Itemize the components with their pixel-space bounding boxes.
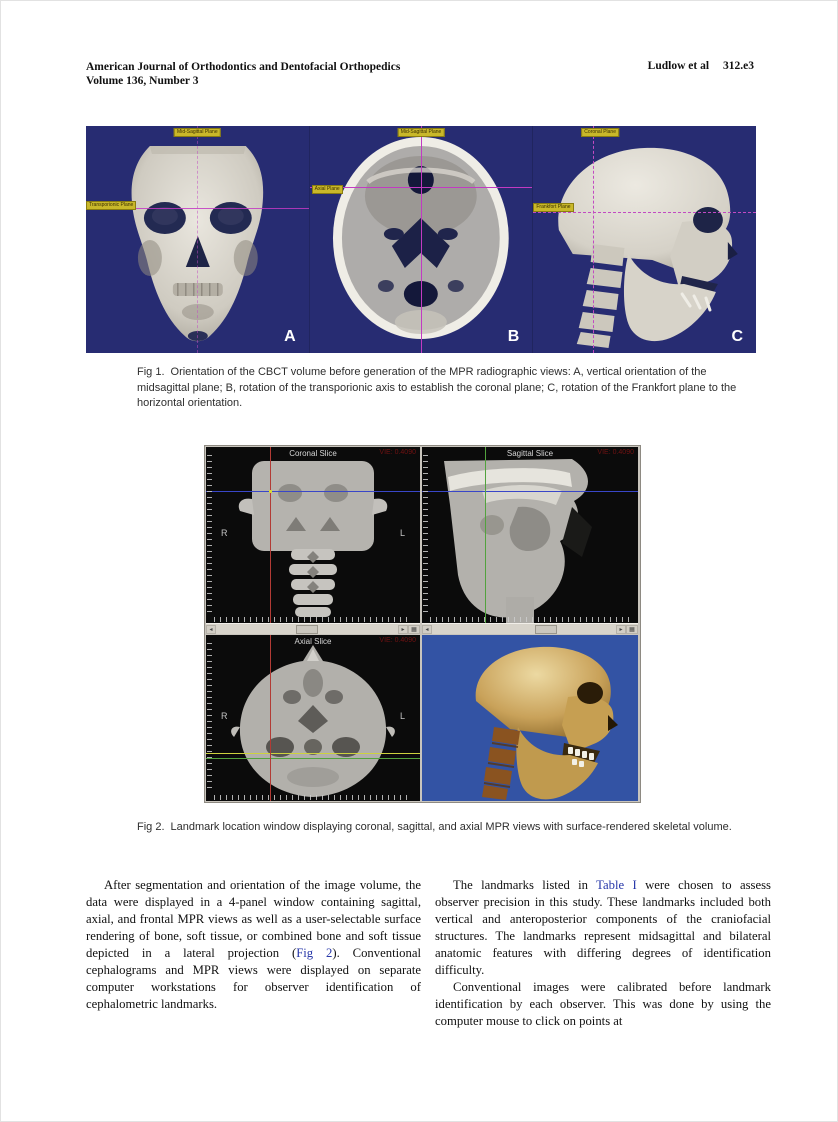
running-head-left	[86, 60, 400, 88]
fig2-reference-link[interactable]: Fig 2	[296, 946, 333, 960]
fig2-coronal-panel	[206, 447, 420, 623]
figure-2-image	[204, 445, 641, 803]
body-column-left	[86, 877, 421, 1030]
scrollbar-sagittal	[422, 623, 638, 634]
ruler-vertical	[423, 455, 428, 615]
running-head-right	[648, 60, 754, 72]
fig1-panel-c	[533, 126, 756, 353]
paragraph-text: were chosen to assess observer precision in this study. These landmarks included both vertical and anteroposterior components of the craniofacial structures. The landmarks represent midsagittal and bilateral anatomic features with differing degrees of identification difficulty.	[435, 878, 771, 977]
view-overlay-text: VIE: 0.4090	[597, 449, 634, 456]
table1-reference-link[interactable]: Table I	[596, 878, 637, 892]
paragraph	[86, 877, 421, 1013]
scrollbar-thumb	[535, 625, 557, 634]
crosshair-vertical	[421, 126, 422, 353]
panel-letter: B	[507, 328, 520, 345]
crosshair-vertical	[270, 447, 271, 623]
paragraph: Conventional images were calibrated before landmark identification by each observer. This was done by using the computer mouse to click on points at	[435, 980, 771, 1028]
ruler-vertical	[207, 643, 212, 793]
crosshair-vertical	[593, 126, 594, 353]
page-number: 312.e3	[723, 60, 754, 72]
fig1-panel-a	[86, 126, 310, 353]
orientation-marker-right: R	[221, 711, 228, 722]
skeletal-volume-render	[422, 635, 638, 801]
crosshair-horizontal-yellow	[206, 753, 420, 754]
paragraph	[435, 877, 771, 979]
crosshair-vertical	[270, 635, 271, 801]
crosshair-horizontal	[206, 491, 420, 492]
lateral-skull-render	[533, 126, 756, 353]
plane-label-chip: Coronal Plane	[581, 128, 619, 137]
ruler-vertical	[207, 455, 212, 615]
orientation-marker-left: L	[399, 527, 405, 538]
sagittal-slice-render	[422, 447, 638, 623]
coronal-slice-render	[206, 447, 420, 623]
crosshair-vertical	[197, 126, 198, 353]
axial-slice-render	[206, 635, 420, 801]
scroll-left-icon: ◂	[206, 625, 216, 634]
paragraph-text: ). Conventional cephalograms and MPR views were displayed on separate computer workstations for observer identification of cephalometric landmarks.	[86, 946, 421, 1011]
scrollbar-thumb	[296, 625, 318, 634]
grid-icon: ▦	[408, 625, 420, 634]
ruler-horizontal	[430, 617, 630, 622]
panel-title: Axial Slice	[294, 637, 332, 646]
crosshair-horizontal	[533, 212, 756, 213]
fig2-caption-text: Landmark location window displaying coronal, sagittal, and axial MPR views with surface-rendered skeletal volume.	[170, 821, 732, 833]
journal-title: American Journal of Orthodontics and Dentofacial Orthopedics	[86, 61, 401, 73]
view-overlay-text: VIE: 0.4090	[379, 449, 416, 456]
plane-label-chip: Axial Plane	[312, 185, 343, 194]
panel-title: Sagittal Slice	[506, 449, 554, 458]
body-column-right	[435, 877, 771, 1030]
crosshair-vertical	[485, 447, 486, 623]
plane-label-chip: Frankfort Plane	[533, 203, 573, 212]
ruler-horizontal	[214, 617, 412, 622]
panel-title: Coronal Slice	[289, 449, 337, 458]
fig1-caption-label: Fig 1.	[137, 366, 165, 378]
fig1-caption	[137, 365, 747, 412]
orientation-marker-left: L	[399, 711, 405, 722]
fig1-panel-b	[310, 126, 534, 353]
view-overlay-text: VIE: 0.4090	[379, 637, 416, 644]
scroll-left-icon: ◂	[422, 625, 432, 634]
orientation-marker-right: R	[221, 527, 228, 538]
scrollbar-coronal	[206, 623, 420, 634]
authors: Ludlow et al	[647, 60, 710, 72]
figure-1-image	[86, 126, 756, 353]
paragraph-text: After segmentation and orientation of the image volume, the data were displayed in a 4-panel window containing sagittal, axial, and frontal MPR views as well as a user-selectable surface rendering of bone, soft tissue, or combined bone and soft tissue depicted in a lateral projection (	[86, 878, 421, 960]
fig2-axial-panel	[206, 635, 420, 801]
journal-volume: Volume 136, Number 3	[86, 75, 199, 87]
plane-label-chip: Transporionic Plane	[86, 201, 136, 210]
fig2-caption-label: Fig 2.	[137, 821, 165, 833]
plane-label-chip: Mid-Sagittal Plane	[174, 128, 221, 137]
fig1-caption-text: Orientation of the CBCT volume before generation of the MPR radiographic views: A, vertical orientation of the midsagittal plane; B, rotation of the transporionic axis to establish the coronal plane; C, rotation of the Frankfort plane to the horizontal orientation.	[137, 366, 737, 409]
crosshair-horizontal-green	[206, 758, 420, 759]
panel-letter: C	[731, 328, 744, 345]
crosshair-intersection-dot	[269, 490, 272, 493]
fig2-sagittal-panel	[422, 447, 638, 623]
fig2-caption	[137, 820, 747, 836]
fig2-render-panel	[422, 635, 638, 801]
body-text	[86, 877, 771, 1030]
crosshair-horizontal	[422, 491, 638, 492]
plane-label-chip: Mid-Sagittal Plane	[398, 128, 445, 137]
ruler-horizontal	[214, 795, 412, 800]
scroll-right-icon: ▸	[616, 625, 626, 634]
grid-icon: ▦	[626, 625, 638, 634]
paragraph-text: The landmarks listed in	[453, 878, 597, 892]
panel-letter: A	[284, 328, 296, 345]
scroll-right-icon: ▸	[398, 625, 408, 634]
